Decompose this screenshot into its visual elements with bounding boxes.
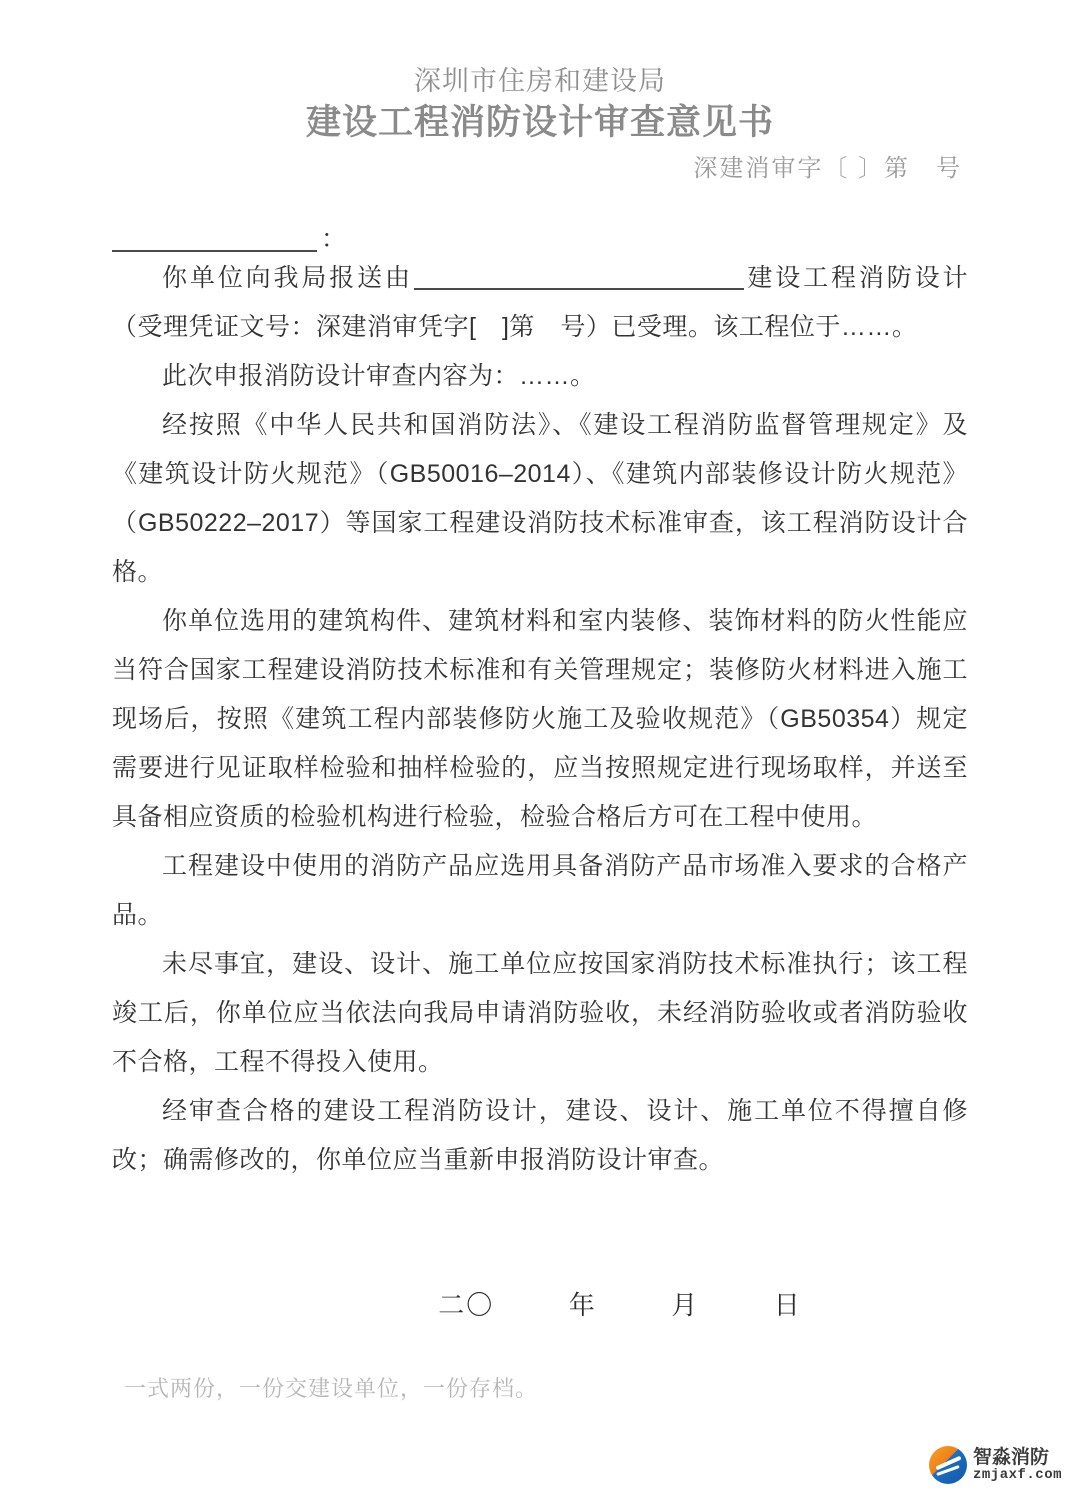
watermark-text <box>973 1448 1062 1483</box>
addressee-blank-field[interactable] <box>112 220 317 252</box>
paragraph-no-unauthorized-change: 经审查合格的建设工程消防设计，建设、设计、施工单位不得擅自修改；确需修改的，你单位应当重新申报消防设计审查。 <box>112 1097 968 1174</box>
brand-logo-icon <box>929 1446 967 1484</box>
page-title: 建设工程消防设计审查意见书 <box>305 103 774 142</box>
paragraph-fire-products: 工程建设中使用的消防产品应选用具备消防产品市场准入要求的合格产品。 <box>112 852 968 929</box>
issuing-organization: 深圳市住房和建设局 <box>414 66 666 96</box>
addressee-row <box>112 208 968 252</box>
paragraph-receipt-prefix: 你单位向我局报送由 <box>162 264 413 292</box>
paragraph-materials-requirements: 你单位选用的建筑构件、建筑材料和室内装修、装饰材料的防火性能应当符合国家工程建设消防技术标准和有关管理规定；装修防火材料进入施工现场后，按照《建筑工程内部装修防火施工及验收规范》（GB50354）规定需要进行见证取样检验和抽样检验的，应当按照规定进行现场取样，并送至具备相应资质的检验机构进行检验，检验合格后方可在工程中使用。 <box>112 607 968 831</box>
paragraph-receipt <box>112 254 968 352</box>
paragraph-review-scope: 此次申报消防设计审查内容为：……。 <box>162 362 596 390</box>
addressee-colon: ： <box>321 225 347 253</box>
document-number: 深建消审字〔 〕第 号 <box>693 155 962 182</box>
paragraph-acceptance-notice: 未尽事宜，建设、设计、施工单位应按国家消防技术标准执行；该工程竣工后，你单位应当依法向我局申请消防验收，未经消防验收或者消防验收不合格，工程不得投入使用。 <box>112 950 968 1076</box>
paragraph-receipt-suffix: 建设工程消防设计（受理凭证文号：深建消审凭字[ ]第 号）已受理。该工程位于……。 <box>112 264 968 341</box>
date-month-label: 月 <box>671 1290 700 1320</box>
document-header <box>112 0 968 186</box>
paragraph-standards-basis: 经按照《中华人民共和国消防法》、《建设工程消防监督管理规定》及《建筑设计防火规范》（GB50016–2014）、《建筑内部装修设计防火规范》（GB50222–2017）等国家工程建设消防技术标准审查，该工程消防设计合格。 <box>112 411 968 586</box>
date-day-label: 日 <box>773 1290 802 1320</box>
brand-name: 智淼消防 <box>972 1446 1049 1468</box>
date-year-prefix: 二〇 <box>438 1290 495 1320</box>
copies-note: 一式两份，一份交建设单位，一份存档。 <box>124 1376 539 1401</box>
signature-date-row <box>112 1285 968 1322</box>
watermark <box>929 1446 1062 1484</box>
date-year-label: 年 <box>568 1290 597 1320</box>
brand-website: zmjaxf.com <box>972 1466 1062 1483</box>
document-body <box>112 208 968 1185</box>
project-name-blank-field[interactable] <box>414 288 744 290</box>
